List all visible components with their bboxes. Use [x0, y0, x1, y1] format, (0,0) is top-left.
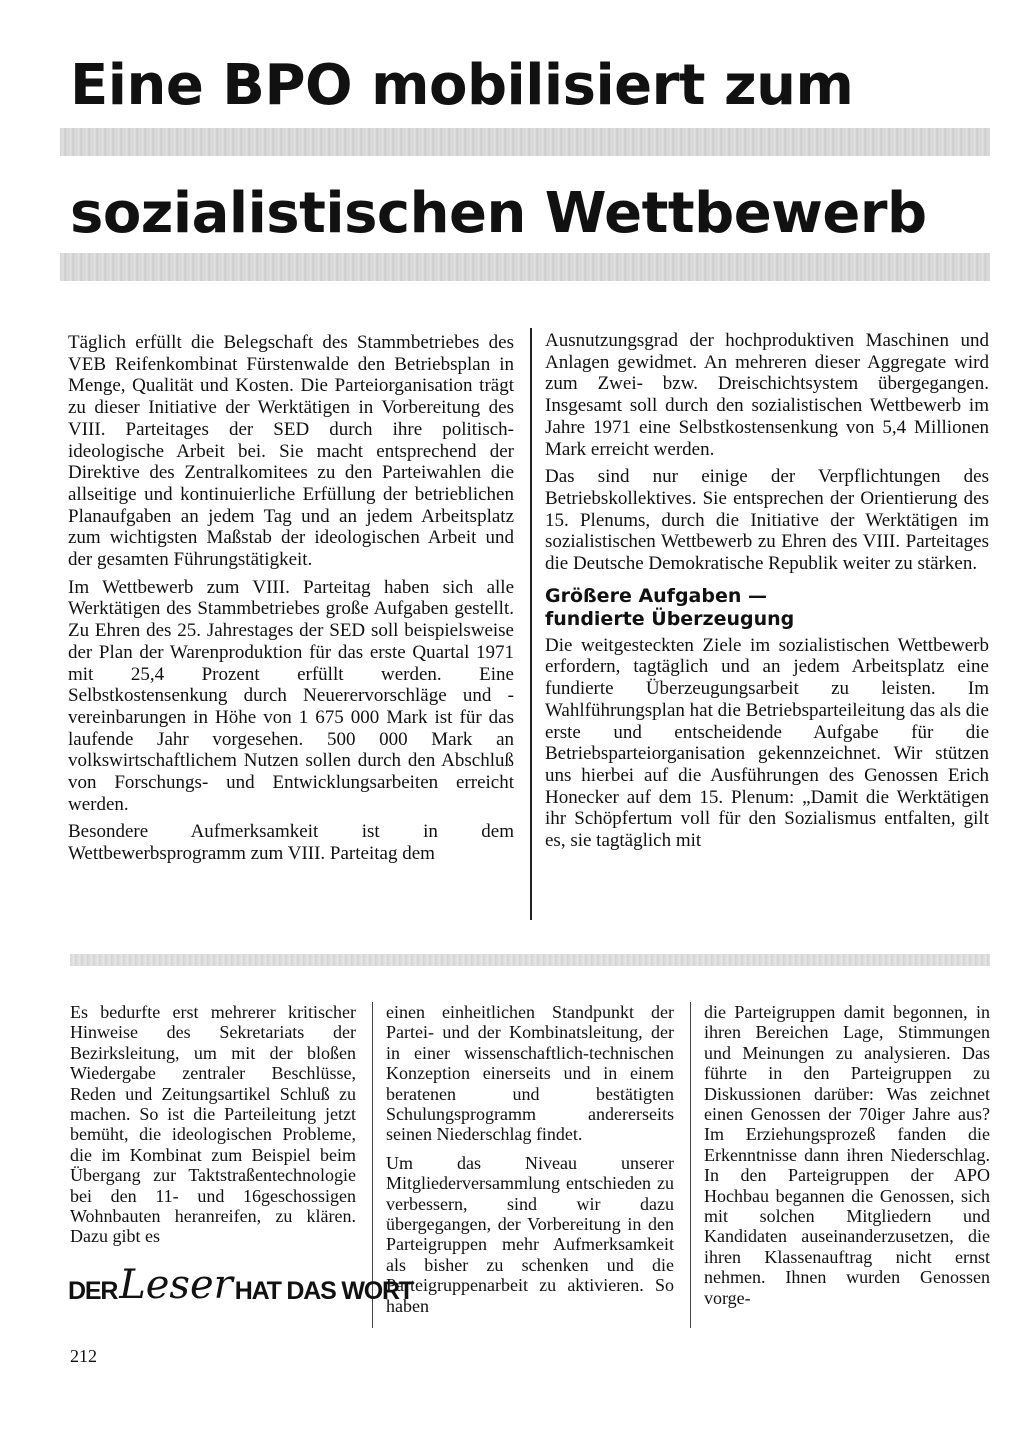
column-divider [530, 328, 532, 920]
main-article-column-right [545, 330, 989, 858]
paragraph: Um das Niveau unserer Mitgliederversammlung entschieden zu verbessern, sind wir dazu übergegangen, der Vorbereitung in den Parteigruppen mehr Aufmerksamkeit als bisher zu schenken und die Parteigruppenarbeit zu aktivieren. So haben [386, 1152, 674, 1316]
paragraph: Besondere Aufmerksamkeit ist in dem Wettbewerbsprogramm zum VIII. Parteitag dem [68, 821, 514, 865]
paragraph: einen einheitlichen Standpunkt der Partei- und der Kombinatsleitung, der in einer wissenschaftlich-technischen Konzeption einerseits und in einem beratenen und bestätigten Schulungsprogramm andererseits seinen Niederschlag findet. [386, 1002, 674, 1145]
rubric-logo [68, 1260, 413, 1322]
paragraph: Täglich erfüllt die Belegschaft des Stammbetriebes des VEB Reifenkombinat Fürstenwalde den Betriebsplan in Menge, Qualität und Kosten. Die Parteiorganisation trägt zu dieser Initiative der Werktätigen in Vorbereitung des VIII. Parteitages der SED durch ihre politisch-ideologische Arbeit bei. Sie macht entsprechend der Direktive des Zentralkomitees zu den Parteiwahlen die allseitige und kontinuierliche Erfüllung der betrieblichen Planaufgaben an jedem Tag und an jedem Arbeitsplatz zum wichtigsten Maßstab der ideologischen Arbeit und der gesamten Führungstätigkeit. [68, 332, 514, 571]
headline-line-2: sozialistischen Wettbewerb [70, 181, 927, 246]
main-article-column-left [68, 332, 514, 871]
headline-band-bottom [60, 253, 990, 281]
subheading-line-1: Größere Aufgaben — [545, 584, 767, 607]
paragraph: die Parteigruppen damit begonnen, in ihren Bereichen Lage, Stimmungen und Meinungen zu analysieren. Das führte in den Parteigruppen zu Diskussionen darüber: Was zeichnet einen Genossen der 70iger Jahre aus? Im Erziehungsprozeß fanden die Erkenntnisse dann ihren Niederschlag. In den Parteigruppen der APO Hochbau begannen die Genossen, sich mit solchen Mitgliedern und Kandidaten auseinanderzusetzen, die ihren Klassenauftrag nicht ernst nehmen. Ihnen wurden Genossen vorge- [704, 1002, 990, 1308]
paragraph: Das sind nur einige der Verpflichtungen des Betriebskollektives. Sie entsprechen der Orientierung des 15. Plenums, durch die Initiative der Werktätigen im sozialistischen Wettbewerb zu Ehren des VIII. Parteitages die Deutsche Demokratische Republik weiter zu stärken. [545, 466, 989, 575]
paragraph: Es bedurfte erst mehrerer kritischer Hinweise des Sekretariats der Bezirksleitung, um mit der bloßen Wiedergabe zentraler Beschlüsse, Reden und Zeitungsartikel Schluß zu machen. So ist die Parteileitung jetzt bemüht, die ideologischen Probleme, die im Kombinat zum Beispiel beim Übergang zur Taktstraßentechnologie bei den 11- und 16geschossigen Wohnbauten heranreifen, zu klären. Dazu gibt es [70, 1002, 356, 1247]
reader-letter-column-1 [70, 1002, 356, 1255]
page-number: 212 [70, 1346, 97, 1366]
reader-letter-column-2 [386, 1002, 674, 1324]
headline-band-top [60, 128, 990, 156]
rubric-suffix: HAT DAS WORT [234, 1276, 413, 1305]
reader-letter-column-3 [704, 1002, 990, 1316]
subheading [545, 585, 989, 631]
rubric-prefix: DER [68, 1276, 118, 1305]
column-divider [690, 1002, 691, 1328]
section-separator [70, 954, 990, 966]
rubric-script-word: Leser [119, 1262, 233, 1308]
paragraph: Ausnutzungsgrad der hochproduktiven Maschinen und Anlagen gewidmet. An mehreren dieser Aggregate wird zum Zwei- bzw. Dreischichtsystem übergegangen. Insgesamt soll durch den sozialistischen Wettbewerb im Jahre 1971 eine Selbstkostensenkung von 5,4 Millionen Mark erreicht werden. [545, 330, 989, 460]
headline-line-1: Eine BPO mobilisiert zum [70, 53, 854, 118]
paragraph: Die weitgesteckten Ziele im sozialistischen Wettbewerb erfordern, tagtäglich und an jedem Arbeitsplatz eine fundierte Überzeugungsarbeit zu leisten. Im Wahlführungsplan hat die Betriebsparteileitung das als die erste und entscheidende Aufgabe für die Betriebsparteiorganisation gekennzeichnet. Wir stützen uns hierbei auf die Ausführungen des Genossen Erich Honecker auf dem 15. Plenum: „Damit die Werktätigen ihr Schöpfertum voll für den Sozialismus entfalten, gilt es, sie tagtäglich mit [545, 634, 989, 852]
paragraph: Im Wettbewerb zum VIII. Parteitag haben sich alle Werktätigen des Stammbetriebes große Aufgaben gestellt. Zu Ehren des 25. Jahrestages der SED soll beispielsweise der Plan der Warenproduktion für das erste Quartal 1971 mit 25,4 Prozent erfüllt werden. Eine Selbstkostensenkung durch Neuerervorschläge und -vereinbarungen in Höhe von 1 675 000 Mark ist für das laufende Jahr vorgesehen. 500 000 Mark an volkswirtschaftlichem Nutzen sollen durch den Abschluß von Forschungs- und Entwicklungsarbeiten erreicht werden. [68, 576, 514, 815]
subheading-line-2: fundierte Überzeugung [545, 607, 795, 630]
